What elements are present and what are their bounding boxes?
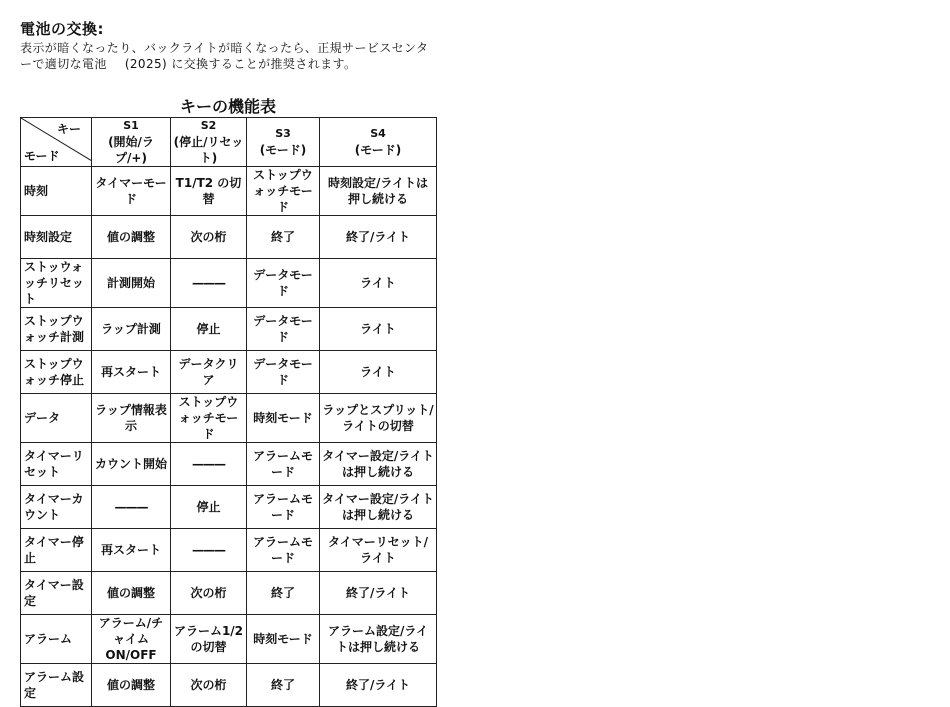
function-cell-s1: 値の調整	[92, 664, 171, 707]
function-cell-s1: 値の調整	[92, 572, 171, 615]
function-cell-s2: ———	[171, 259, 247, 308]
table-row	[21, 308, 437, 351]
mode-cell: ストップウォッチ計測	[21, 308, 92, 351]
function-cell-s4: 時刻設定/ライトは押し続ける	[320, 167, 437, 216]
function-cell-s2: 停止	[171, 486, 247, 529]
table-row	[21, 351, 437, 394]
mode-cell: タイマーカウント	[21, 486, 92, 529]
table-row	[21, 443, 437, 486]
function-cell-s4: ラップとスプリット/ライトの切替	[320, 394, 437, 443]
function-cell-s1: ラップ情報表示	[92, 394, 171, 443]
function-cell-s4: ライト	[320, 351, 437, 394]
column-header-s3	[247, 118, 320, 167]
function-cell-s2: ———	[171, 529, 247, 572]
function-cell-s3: 時刻モード	[247, 394, 320, 443]
function-cell-s2: 次の桁	[171, 216, 247, 259]
mode-cell: 時刻設定	[21, 216, 92, 259]
table-row	[21, 664, 437, 707]
function-cell-s1: アラーム/チャイムON/OFF	[92, 615, 171, 664]
function-cell-s1: 計測開始	[92, 259, 171, 308]
column-desc-label: (停止/リセット)	[173, 135, 244, 165]
function-cell-s1: 再スタート	[92, 351, 171, 394]
function-cell-s2: 次の桁	[171, 572, 247, 615]
function-cell-s4: ライト	[320, 259, 437, 308]
table-row	[21, 167, 437, 216]
table-row	[21, 486, 437, 529]
function-cell-s3: データモード	[247, 259, 320, 308]
mode-cell: ストッウォッチリセット	[21, 259, 92, 308]
function-cell-s2: アラーム1/2の切替	[171, 615, 247, 664]
function-cell-s1: ———	[92, 486, 171, 529]
mode-cell: アラーム	[21, 615, 92, 664]
mode-cell: 時刻	[21, 167, 92, 216]
battery-text-part2: (2025) に交換することが推奨されます。	[124, 57, 357, 71]
function-cell-s4: 終了/ライト	[320, 572, 437, 615]
mode-cell: データ	[21, 394, 92, 443]
function-cell-s3: データモード	[247, 351, 320, 394]
function-cell-s4: ライト	[320, 308, 437, 351]
function-cell-s4: タイマー設定/ライトは押し続ける	[320, 443, 437, 486]
column-desc-label: (モード)	[354, 143, 402, 157]
function-cell-s1: カウント開始	[92, 443, 171, 486]
function-cell-s1: 値の調整	[92, 216, 171, 259]
column-header-s1	[92, 118, 171, 167]
function-cell-s1: 再スタート	[92, 529, 171, 572]
function-cell-s4: タイマー設定/ライトは押し続ける	[320, 486, 437, 529]
table-header-row	[21, 118, 437, 167]
function-cell-s2: T1/T2 の切替	[171, 167, 247, 216]
function-cell-s3: アラームモード	[247, 486, 320, 529]
column-header-s4	[320, 118, 437, 167]
function-cell-s4: 終了/ライト	[320, 216, 437, 259]
table-row	[21, 572, 437, 615]
mode-cell: タイマー停止	[21, 529, 92, 572]
function-cell-s4: タイマーリセット/ライト	[320, 529, 437, 572]
function-cell-s2: 次の桁	[171, 664, 247, 707]
key-table-title: キーの機能表	[179, 97, 276, 116]
table-row	[21, 529, 437, 572]
mode-cell: タイマー設定	[21, 572, 92, 615]
table-row	[21, 216, 437, 259]
column-key-label: S2	[200, 119, 217, 132]
key-function-table	[20, 117, 437, 707]
function-cell-s1: タイマーモード	[92, 167, 171, 216]
column-desc-label: (モード)	[259, 143, 307, 157]
mode-cell: アラーム設定	[21, 664, 92, 707]
mode-cell: タイマーリセット	[21, 443, 92, 486]
column-key-label: S4	[370, 127, 386, 140]
function-cell-s3: データモード	[247, 308, 320, 351]
table-row	[21, 615, 437, 664]
corner-mode-label: モード	[24, 149, 60, 163]
battery-text-part1: 表示が暗くなったり、バックライトが暗くなったら、正規サービスセンターで適切な電池	[20, 41, 429, 71]
table-row	[21, 259, 437, 308]
function-cell-s2: ストップウォッチモード	[171, 394, 247, 443]
corner-key-label: キー	[56, 122, 81, 136]
function-cell-s3: 終了	[247, 572, 320, 615]
column-key-label: S3	[275, 127, 291, 140]
function-cell-s3: アラームモード	[247, 529, 320, 572]
table-row	[21, 394, 437, 443]
function-cell-s2: データクリア	[171, 351, 247, 394]
column-header-s2	[171, 118, 247, 167]
function-cell-s3: ストップウォッチモード	[247, 167, 320, 216]
mode-cell: ストップウォッチ停止	[21, 351, 92, 394]
function-cell-s3: アラームモード	[247, 443, 320, 486]
function-cell-s3: 終了	[247, 664, 320, 707]
column-key-label: S1	[123, 119, 139, 132]
column-desc-label: (開始/ラプ/+)	[108, 135, 154, 165]
corner-header-cell	[21, 118, 92, 167]
battery-instructions	[20, 40, 438, 72]
function-cell-s3: 時刻モード	[247, 615, 320, 664]
function-cell-s4: アラーム設定/ライトは押し続ける	[320, 615, 437, 664]
battery-section-title: 電池の交換:	[20, 20, 104, 38]
function-cell-s2: 停止	[171, 308, 247, 351]
function-cell-s1: ラップ計測	[92, 308, 171, 351]
function-cell-s4: 終了/ライト	[320, 664, 437, 707]
function-cell-s3: 終了	[247, 216, 320, 259]
function-cell-s2: ———	[171, 443, 247, 486]
